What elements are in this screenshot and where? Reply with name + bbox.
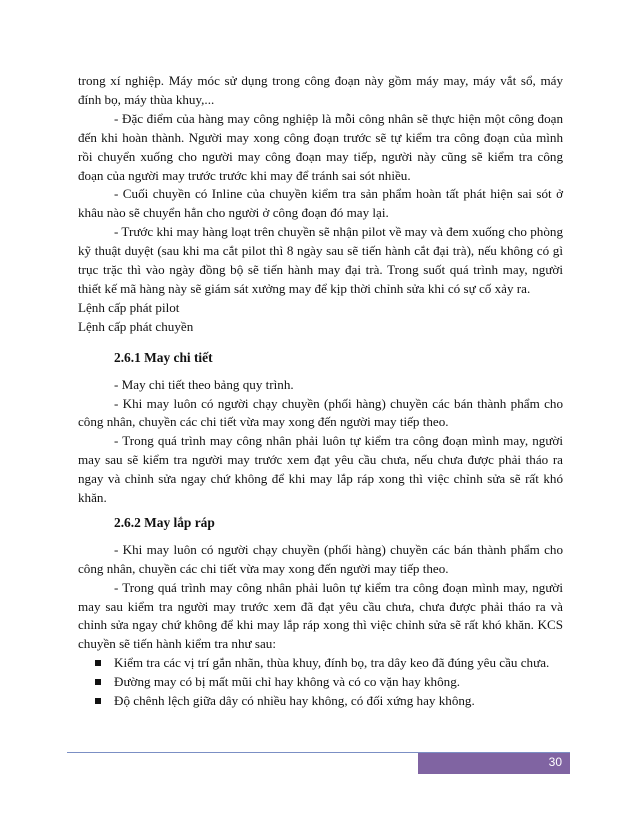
paragraph-detail-1: - May chi tiết theo bảng quy trình. bbox=[114, 376, 294, 392]
paragraph-assembly-2: - Trong quá trình may công nhân phải luôn tự kiểm tra công đoạn mình may, người may sau kiểm tra người may trước xem đã đạt yêu cầu chưa, chưa được phải tháo ra và chỉnh sửa ngay chứ không để khi may lắp ráp xong thì việc chỉnh sửa sẽ rất khó khăn. KCS chuyền sẽ tiến hành kiểm tra như sau: bbox=[78, 579, 563, 652]
square-bullet-icon bbox=[95, 679, 101, 685]
paragraph-pilot: - Trước khi may hàng loạt trên chuyền sẽ nhận pilot về may và đem xuống cho phòng kỹ thuật duyệt (sau khi ma cắt pilot thì 8 ngày sau sẽ tiến hành cắt đại trà), nếu không có gì trục trặc thì vào ngày đồng bộ sẽ tiến hành may đại trà. Trong suốt quá trình may, người thiết kế mã hàng này sẽ giám sát xưởng may để kịp thời chỉnh sửa khi có sự cố xảy ra. bbox=[78, 224, 563, 296]
square-bullet-icon bbox=[95, 660, 101, 666]
list-item-text: Kiểm tra các vị trí gắn nhãn, thùa khuy, đính bọ, tra dây keo đã đúng yêu cầu chưa. bbox=[114, 655, 550, 671]
section-heading-detail-sewing: 2.6.1 May chi tiết bbox=[114, 349, 213, 365]
list-item bbox=[78, 692, 563, 711]
page-number: 30 bbox=[548, 755, 562, 769]
paragraph-detail-2: - Khi may luôn có người chạy chuyền (phối hàng) chuyền các bán thành phẩm cho công nhân, chuyền các chi tiết vừa may xong đến người may tiếp theo. bbox=[78, 395, 563, 430]
list-item-text: Đường may có bị mất mũi chỉ hay không và có co vặn hay không. bbox=[114, 674, 461, 690]
paragraph-characteristics: - Đặc điểm của hàng may công nghiệp là mỗi công nhân sẽ thực hiện một công đoạn đến khi hoàn thành. Người may xong công đoạn trước sẽ tự kiểm tra công đoạn của mình rồi chuyển xuống cho người may công đoạn may tiếp, người này cũng sẽ kiểm tra công đoạn của người may trước trước khi may để tránh sai sót nhiều. bbox=[78, 110, 563, 183]
list-item bbox=[78, 673, 563, 692]
square-bullet-icon bbox=[95, 698, 101, 704]
paragraph-detail-3: - Trong quá trình may công nhân phải luôn tự kiểm tra công đoạn mình may, người may sau sẽ kiểm tra người may trước xem đạt yêu cầu chưa, nếu chưa được phải tháo ra ngay và chỉnh sửa ngay chứ không để khi may lắp ráp xong thì việc chỉnh sửa sẽ rất khó khăn. bbox=[78, 433, 563, 506]
list-item-text: Độ chênh lệch giữa dây có nhiều hay không, có đối xứng hay không. bbox=[114, 693, 475, 709]
paragraph-inline-check: - Cuối chuyền có Inline của chuyền kiểm tra sản phẩm hoàn tất phát hiện sai sót ở khâu nào sẽ chuyển hẳn cho người ở công đoạn đó may lại. bbox=[78, 186, 563, 221]
paragraph-intro: trong xí nghiệp. Máy móc sử dụng trong công đoạn này gồm máy may, máy vắt sổ, máy đính bọ, máy thùa khuy,... bbox=[78, 73, 563, 107]
line-pilot-order: Lệnh cấp phát pilot bbox=[78, 299, 180, 315]
list-item bbox=[78, 654, 563, 673]
footer-page-bar bbox=[418, 753, 570, 774]
document-body bbox=[78, 72, 563, 711]
kcs-checklist bbox=[78, 654, 563, 711]
paragraph-assembly-1: - Khi may luôn có người chạy chuyền (phối hàng) chuyền các bán thành phẩm cho công nhân, chuyền các chi tiết vừa may xong đến người may tiếp theo. bbox=[78, 541, 563, 576]
section-heading-assembly-sewing: 2.6.2 May lắp ráp bbox=[114, 514, 215, 530]
line-line-order: Lệnh cấp phát chuyền bbox=[78, 318, 194, 334]
